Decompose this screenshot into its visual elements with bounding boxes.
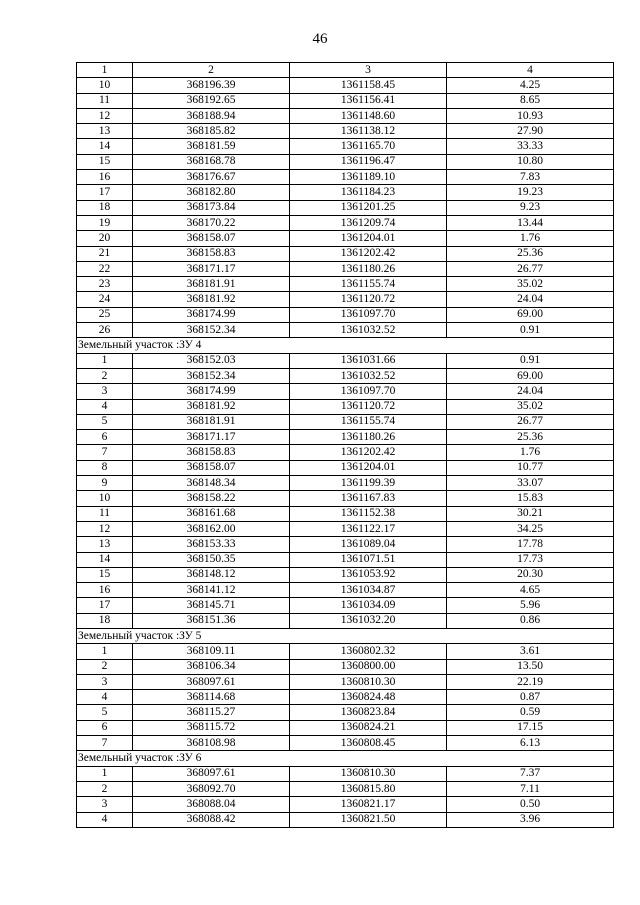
- table-cell: 19.23: [447, 185, 614, 200]
- table-cell: 1361097.70: [290, 307, 447, 322]
- table-cell: 1361155.74: [290, 277, 447, 292]
- table-cell: 3.96: [447, 812, 614, 827]
- table-cell: 1361184.23: [290, 185, 447, 200]
- table-cell: 10: [77, 78, 133, 93]
- table-row: [77, 537, 614, 552]
- table-cell: 1361202.42: [290, 246, 447, 261]
- table-row: [77, 261, 614, 276]
- table-cell: 368108.98: [133, 736, 290, 751]
- table-cell: 2: [77, 781, 133, 796]
- table-cell: 3: [77, 674, 133, 689]
- table-row: [77, 185, 614, 200]
- table-cell: 1360808.45: [290, 736, 447, 751]
- table-row: [77, 154, 614, 169]
- table-row: [77, 368, 614, 383]
- table-cell: 69.00: [447, 307, 614, 322]
- table-cell: 368145.71: [133, 598, 290, 613]
- table-header-row: [77, 63, 614, 78]
- table-cell: 368088.42: [133, 812, 290, 827]
- table-row: [77, 445, 614, 460]
- table-cell: 0.59: [447, 705, 614, 720]
- table-cell: 2: [77, 368, 133, 383]
- table-row: [77, 430, 614, 445]
- table-cell: 368152.34: [133, 368, 290, 383]
- table-cell: 9.23: [447, 200, 614, 215]
- table-cell: 0.91: [447, 323, 614, 338]
- table-cell: 0.87: [447, 690, 614, 705]
- table-row: [77, 384, 614, 399]
- table-cell: 9: [77, 476, 133, 491]
- table-cell: 2: [77, 659, 133, 674]
- table-cell: 1361089.04: [290, 537, 447, 552]
- section-title-row: [77, 751, 614, 766]
- table-row: [77, 812, 614, 827]
- table-cell: 1361034.09: [290, 598, 447, 613]
- table-cell: 16: [77, 170, 133, 185]
- table-cell: 368171.17: [133, 261, 290, 276]
- table-row: [77, 720, 614, 735]
- table-cell: 368158.83: [133, 445, 290, 460]
- table-cell: 22.19: [447, 674, 614, 689]
- table-row: [77, 506, 614, 521]
- table-cell: 1361204.01: [290, 231, 447, 246]
- table-cell: 1361204.01: [290, 460, 447, 475]
- table-cell: 1361120.72: [290, 399, 447, 414]
- table-cell: 1360824.21: [290, 720, 447, 735]
- table-cell: 368174.99: [133, 384, 290, 399]
- table-cell: 69.00: [447, 368, 614, 383]
- table-cell: 10.80: [447, 154, 614, 169]
- table-cell: 18: [77, 613, 133, 628]
- table-cell: 1360821.17: [290, 797, 447, 812]
- table-cell: 1361034.87: [290, 583, 447, 598]
- table-cell: 368106.34: [133, 659, 290, 674]
- table-cell: 11: [77, 93, 133, 108]
- table-cell: 1361155.74: [290, 414, 447, 429]
- table-cell: 368161.68: [133, 506, 290, 521]
- coordinates-table: [76, 62, 614, 828]
- table-cell: 1361156.41: [290, 93, 447, 108]
- table-cell: 35.02: [447, 399, 614, 414]
- table-cell: 368168.78: [133, 154, 290, 169]
- table-cell: 368141.12: [133, 583, 290, 598]
- table-row: [77, 170, 614, 185]
- table-cell: 368115.27: [133, 705, 290, 720]
- table-cell: 1360824.48: [290, 690, 447, 705]
- table-cell: 8.65: [447, 93, 614, 108]
- table-cell: 1361071.51: [290, 552, 447, 567]
- table-cell: 20: [77, 231, 133, 246]
- table-cell: 1361202.42: [290, 445, 447, 460]
- table-row: [77, 598, 614, 613]
- table-cell: 1361120.72: [290, 292, 447, 307]
- table-cell: 368152.34: [133, 323, 290, 338]
- table-cell: 368174.99: [133, 307, 290, 322]
- table-cell: 25.36: [447, 246, 614, 261]
- table-cell: 1361167.83: [290, 491, 447, 506]
- table-cell: 1361032.20: [290, 613, 447, 628]
- section-title: Земельный участок :ЗУ 6: [77, 751, 614, 766]
- table-cell: 368158.83: [133, 246, 290, 261]
- section-title: Земельный участок :ЗУ 4: [77, 338, 614, 353]
- table-cell: 368176.67: [133, 170, 290, 185]
- table-cell: 1361032.52: [290, 323, 447, 338]
- table-row: [77, 307, 614, 322]
- table-cell: 368115.72: [133, 720, 290, 735]
- table-cell: 1361158.45: [290, 78, 447, 93]
- table-cell: 368192.65: [133, 93, 290, 108]
- table-row: [77, 139, 614, 154]
- table-cell: 368152.03: [133, 353, 290, 368]
- table-cell: 25.36: [447, 430, 614, 445]
- table-cell: 5: [77, 414, 133, 429]
- table-cell: 368088.04: [133, 797, 290, 812]
- coordinates-table-body: [77, 63, 614, 828]
- table-cell: 7.37: [447, 766, 614, 781]
- table-cell: 368158.07: [133, 231, 290, 246]
- table-cell: 368150.35: [133, 552, 290, 567]
- table-cell: 17: [77, 598, 133, 613]
- table-row: [77, 277, 614, 292]
- table-cell: 33.33: [447, 139, 614, 154]
- table-row: [77, 476, 614, 491]
- table-cell: 1361097.70: [290, 384, 447, 399]
- table-cell: 1361053.92: [290, 567, 447, 582]
- table-cell: 20.30: [447, 567, 614, 582]
- table-row: [77, 200, 614, 215]
- table-cell: 3.61: [447, 644, 614, 659]
- table-row: [77, 521, 614, 536]
- table-cell: 3: [77, 797, 133, 812]
- table-cell: 368171.17: [133, 430, 290, 445]
- table-cell: 23: [77, 277, 133, 292]
- table-cell: 1361189.10: [290, 170, 447, 185]
- table-cell: 368153.33: [133, 537, 290, 552]
- table-cell: 368196.39: [133, 78, 290, 93]
- table-cell: 4: [77, 812, 133, 827]
- table-cell: 1360815.80: [290, 781, 447, 796]
- table-cell: 17.15: [447, 720, 614, 735]
- table-row: [77, 567, 614, 582]
- table-cell: 4: [447, 63, 614, 78]
- table-row: [77, 78, 614, 93]
- table-cell: 1360810.30: [290, 766, 447, 781]
- section-title-row: [77, 338, 614, 353]
- table-cell: 7: [77, 445, 133, 460]
- table-row: [77, 797, 614, 812]
- table-cell: 12: [77, 108, 133, 123]
- table-cell: 17: [77, 185, 133, 200]
- table-cell: 1361152.38: [290, 506, 447, 521]
- table-cell: 1: [77, 766, 133, 781]
- table-cell: 368188.94: [133, 108, 290, 123]
- table-row: [77, 552, 614, 567]
- table-cell: 1361209.74: [290, 215, 447, 230]
- table-cell: 15.83: [447, 491, 614, 506]
- table-row: [77, 124, 614, 139]
- table-cell: 26.77: [447, 261, 614, 276]
- table-cell: 1360821.50: [290, 812, 447, 827]
- table-cell: 7.83: [447, 170, 614, 185]
- table-row: [77, 246, 614, 261]
- table-cell: 1.76: [447, 445, 614, 460]
- table-cell: 368181.91: [133, 277, 290, 292]
- table-cell: 0.86: [447, 613, 614, 628]
- table-cell: 34.25: [447, 521, 614, 536]
- table-cell: 368158.07: [133, 460, 290, 475]
- table-cell: 26.77: [447, 414, 614, 429]
- table-row: [77, 613, 614, 628]
- table-cell: 1: [77, 63, 133, 78]
- table-cell: 2: [133, 63, 290, 78]
- table-cell: 368151.36: [133, 613, 290, 628]
- table-cell: 16: [77, 583, 133, 598]
- table-cell: 368148.34: [133, 476, 290, 491]
- table-cell: 1.76: [447, 231, 614, 246]
- table-cell: 4.65: [447, 583, 614, 598]
- table-cell: 0.50: [447, 797, 614, 812]
- table-cell: 368097.61: [133, 674, 290, 689]
- table-cell: 14: [77, 552, 133, 567]
- table-cell: 368109.11: [133, 644, 290, 659]
- table-cell: 1361180.26: [290, 261, 447, 276]
- table-cell: 15: [77, 567, 133, 582]
- table-cell: 11: [77, 506, 133, 521]
- table-cell: 368092.70: [133, 781, 290, 796]
- table-cell: 33.07: [447, 476, 614, 491]
- table-cell: 24.04: [447, 384, 614, 399]
- table-cell: 368181.92: [133, 292, 290, 307]
- table-cell: 1: [77, 644, 133, 659]
- table-cell: 13.50: [447, 659, 614, 674]
- table-cell: 1361180.26: [290, 430, 447, 445]
- table-cell: 368158.22: [133, 491, 290, 506]
- table-cell: 15: [77, 154, 133, 169]
- table-cell: 368173.84: [133, 200, 290, 215]
- table-cell: 1361199.39: [290, 476, 447, 491]
- table-cell: 368170.22: [133, 215, 290, 230]
- table-row: [77, 644, 614, 659]
- table-cell: 368148.12: [133, 567, 290, 582]
- table-row: [77, 690, 614, 705]
- table-cell: 1360802.32: [290, 644, 447, 659]
- table-cell: 1: [77, 353, 133, 368]
- table-row: [77, 93, 614, 108]
- table-row: [77, 231, 614, 246]
- table-cell: 1361138.12: [290, 124, 447, 139]
- table-row: [77, 108, 614, 123]
- table-row: [77, 491, 614, 506]
- table-row: [77, 583, 614, 598]
- table-row: [77, 781, 614, 796]
- table-cell: 368114.68: [133, 690, 290, 705]
- table-cell: 1360800.00: [290, 659, 447, 674]
- table-cell: 1361122.17: [290, 521, 447, 536]
- table-cell: 6: [77, 720, 133, 735]
- table-cell: 14: [77, 139, 133, 154]
- table-cell: 27.90: [447, 124, 614, 139]
- table-cell: 10.77: [447, 460, 614, 475]
- table-row: [77, 460, 614, 475]
- table-cell: 12: [77, 521, 133, 536]
- table-cell: 4.25: [447, 78, 614, 93]
- table-row: [77, 292, 614, 307]
- table-cell: 24.04: [447, 292, 614, 307]
- table-cell: 24: [77, 292, 133, 307]
- table-cell: 1361148.60: [290, 108, 447, 123]
- table-row: [77, 399, 614, 414]
- table-cell: 1361031.66: [290, 353, 447, 368]
- table-cell: 30.21: [447, 506, 614, 521]
- table-row: [77, 353, 614, 368]
- table-row: [77, 766, 614, 781]
- table-row: [77, 674, 614, 689]
- section-title-row: [77, 628, 614, 643]
- table-cell: 3: [290, 63, 447, 78]
- section-title: Земельный участок :ЗУ 5: [77, 628, 614, 643]
- table-cell: 6.13: [447, 736, 614, 751]
- table-cell: 7.11: [447, 781, 614, 796]
- table-cell: 1361201.25: [290, 200, 447, 215]
- table-cell: 4: [77, 690, 133, 705]
- table-cell: 25: [77, 307, 133, 322]
- table-cell: 35.02: [447, 277, 614, 292]
- table-cell: 18: [77, 200, 133, 215]
- table-cell: 5: [77, 705, 133, 720]
- table-cell: 1361165.70: [290, 139, 447, 154]
- table-cell: 368181.92: [133, 399, 290, 414]
- table-row: [77, 215, 614, 230]
- table-row: [77, 323, 614, 338]
- table-cell: 368182.80: [133, 185, 290, 200]
- table-cell: 26: [77, 323, 133, 338]
- table-cell: 1361196.47: [290, 154, 447, 169]
- table-cell: 5.96: [447, 598, 614, 613]
- table-cell: 21: [77, 246, 133, 261]
- table-cell: 3: [77, 384, 133, 399]
- table-cell: 1361032.52: [290, 368, 447, 383]
- table-cell: 1360810.30: [290, 674, 447, 689]
- table-cell: 17.73: [447, 552, 614, 567]
- table-cell: 10: [77, 491, 133, 506]
- table-cell: 1360823.84: [290, 705, 447, 720]
- table-cell: 7: [77, 736, 133, 751]
- table-cell: 368097.61: [133, 766, 290, 781]
- table-cell: 17.78: [447, 537, 614, 552]
- table-row: [77, 659, 614, 674]
- table-cell: 368162.00: [133, 521, 290, 536]
- table-cell: 13: [77, 537, 133, 552]
- table-cell: 0.91: [447, 353, 614, 368]
- table-cell: 10.93: [447, 108, 614, 123]
- table-row: [77, 705, 614, 720]
- table-cell: 8: [77, 460, 133, 475]
- table-cell: 13.44: [447, 215, 614, 230]
- page-number: 46: [312, 31, 328, 47]
- table-cell: 4: [77, 399, 133, 414]
- table-cell: 22: [77, 261, 133, 276]
- table-cell: 368181.91: [133, 414, 290, 429]
- table-cell: 6: [77, 430, 133, 445]
- table-cell: 368181.59: [133, 139, 290, 154]
- table-cell: 13: [77, 124, 133, 139]
- table-cell: 368185.82: [133, 124, 290, 139]
- table-row: [77, 414, 614, 429]
- table-cell: 19: [77, 215, 133, 230]
- table-row: [77, 736, 614, 751]
